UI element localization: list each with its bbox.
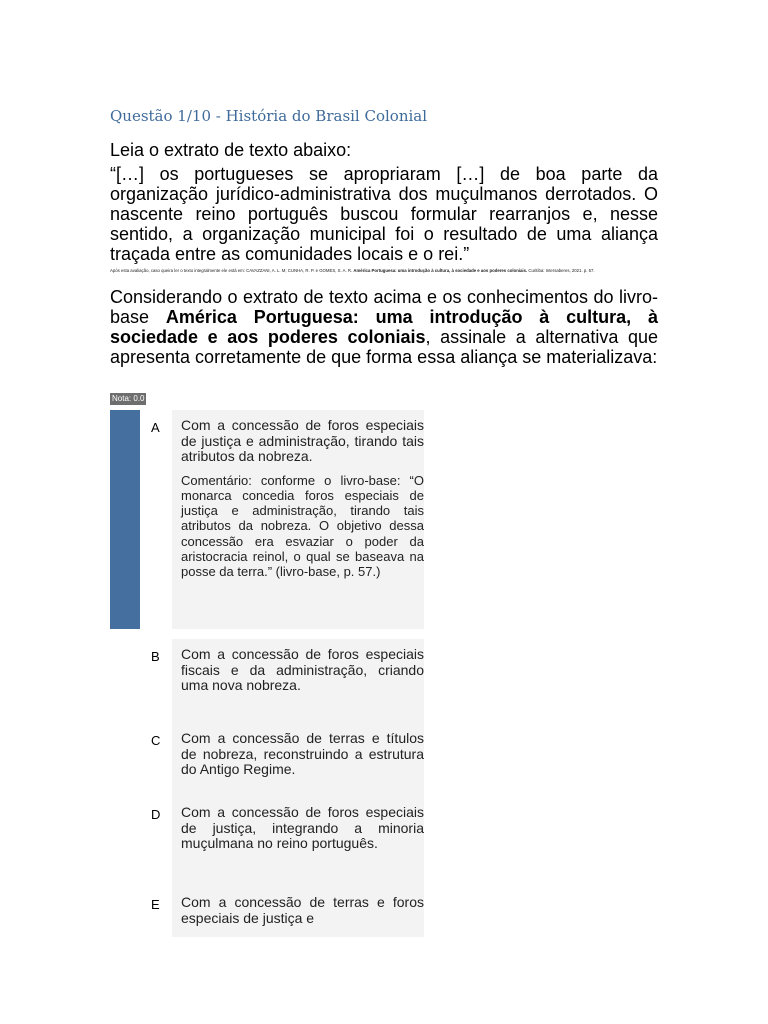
- question-part2: , assinale a alternativa que apresenta corretamente de que forma essa aliança se materializava:: [110, 327, 658, 367]
- source-citation: [110, 268, 670, 274]
- question-book-title: América Portuguesa: uma introdução à cultura, à sociedade e aos poderes coloniais: [110, 307, 658, 347]
- option-d[interactable]: [110, 797, 424, 887]
- source-suffix: Curitiba: Intersaberes, 2021. p. 57.: [528, 268, 595, 273]
- question-text: [110, 287, 658, 367]
- option-body: [172, 639, 424, 723]
- selected-indicator: [110, 410, 140, 629]
- option-letter: D: [140, 797, 172, 887]
- option-a[interactable]: [110, 410, 424, 629]
- option-c[interactable]: [110, 723, 424, 797]
- grade-badge: Nota: 0.0: [112, 394, 145, 403]
- option-letter: E: [140, 887, 172, 937]
- option-text: Com a concessão de foros especiais fiscais e da administração, criando uma nova nobreza.: [181, 646, 424, 693]
- option-text: Com a concessão de terras e títulos de nobreza, reconstruindo a estrutura do Antigo Regime.: [181, 730, 424, 777]
- option-body: [172, 797, 424, 887]
- option-text: Com a concessão de terras e foros especiais de justiça e: [181, 894, 424, 926]
- option-b[interactable]: [110, 639, 424, 723]
- option-letter: C: [140, 723, 172, 797]
- option-letter: A: [140, 410, 172, 629]
- option-body: [172, 723, 424, 797]
- source-title: América Portuguesa: uma introdução à cultura, à sociedade e aos poderes coloniais.: [353, 268, 528, 273]
- intro-text: Leia o extrato de texto abaixo:: [110, 140, 352, 160]
- option-body: [172, 410, 424, 629]
- question-title: Questão 1/10 - História do Brasil Colonial: [110, 107, 428, 125]
- question-part1: Considerando o extrato de texto acima e os conhecimentos do livro-base: [110, 287, 658, 327]
- option-body: [172, 887, 424, 937]
- quote-text: “[…] os portugueses se apropriaram […] de boa parte da organização jurídico-administrativa dos muçulmanos derrotados. O nascente reino português buscou formular rearranjos e, nesse sentido, a organização municipal foi o resultado de uma aliança traçada entre as comunidades locais e o rei.”: [110, 164, 658, 264]
- source-prefix: Após esta avaliação, caso queira ler o texto integralmente ele está em: CAVAZZANI, A. L. M; CUNHA, R. P. e GOMES, S. A. R.: [110, 268, 353, 273]
- option-comment: Comentário: conforme o livro-base: “O monarca concedia foros especiais de justiça e administração, tirando tais atributos da nobreza. O objetivo dessa concessão era esvaziar o poder da aristocracia reinol, o qual se baseava na posse da terra.” (livro-base, p. 57.): [181, 472, 424, 580]
- option-e[interactable]: [110, 887, 424, 937]
- option-text: Com a concessão de foros especiais de justiça, integrando a minoria muçulmana no reino português.: [181, 804, 424, 851]
- answer-options: [110, 410, 424, 937]
- option-letter: B: [140, 639, 172, 723]
- option-text: Com a concessão de foros especiais de justiça e administração, tirando tais atributos da nobreza.: [181, 417, 424, 464]
